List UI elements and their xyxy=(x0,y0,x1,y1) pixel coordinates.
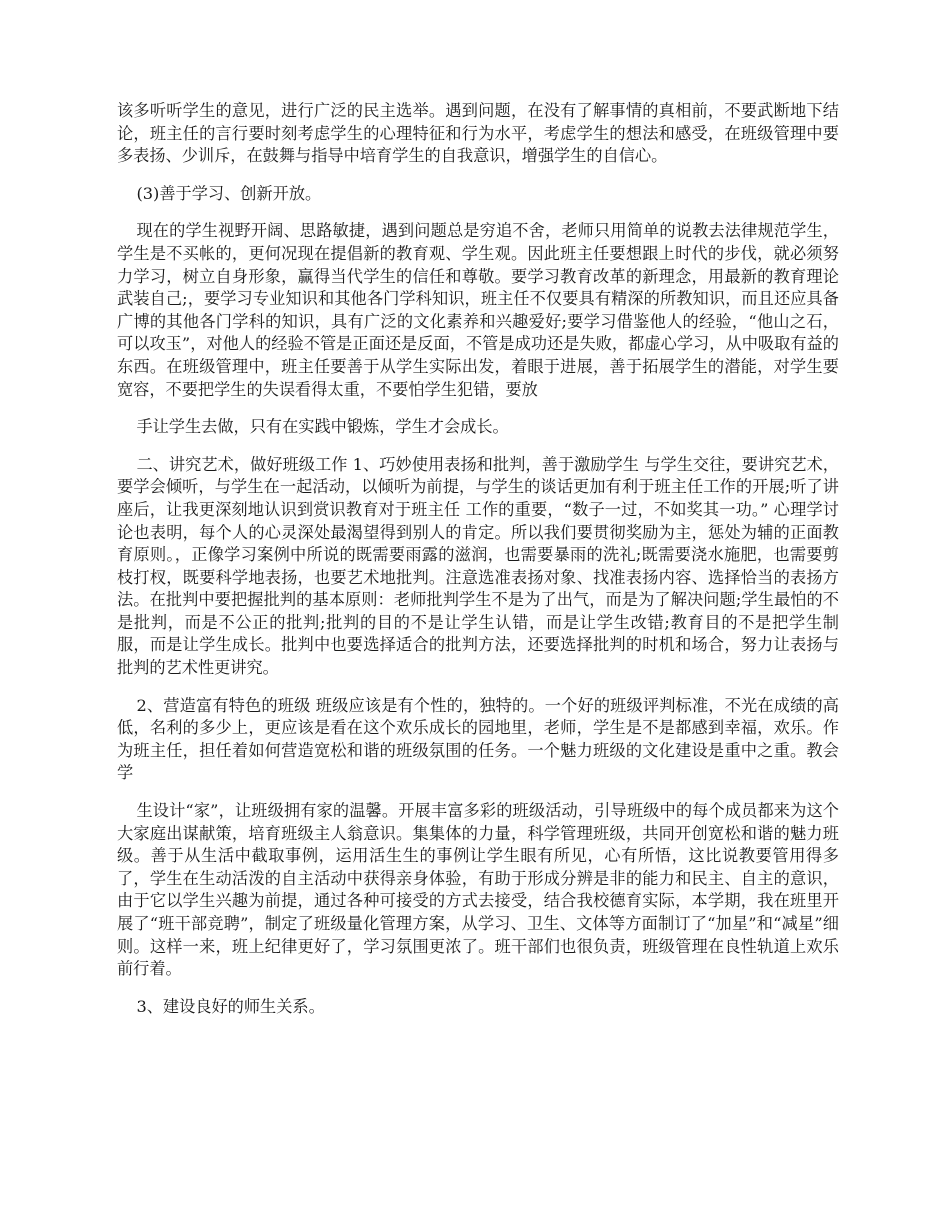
paragraph-modern-students: 现在的学生视野开阔、思路敏捷，遇到问题总是穷追不舍，老师只用简单的说教去法律规范学生，学生是不买帐的，更何况现在提倡新的教育观、学生观。因此班主任要想跟上时代的步伐，就必须努力学习，树立自身形象，赢得当代学生的信任和尊敬。要学习教育改革的新理念，用最新的教育理论武装自己;，要学习专业知识和其他各门学科知识，班主任不仅要具有精深的所教知识，而且还应具备广博的其他各门学科的知识，具有广泛的文化素养和兴趣爱好;要学习借鉴他人的经验，“他山之石，可以攻玉”，对他人的经验不管是正面还是反面，不管是成功还是失败，都虚心学习，从中吸取有益的东西。在班级管理中，班主任要善于从学生实际出发，着眼于进展，善于拓展学生的潜能，对学生要宽容，不要把学生的失误看得太重，不要怕学生犯错，要放 xyxy=(117,221,839,399)
paragraph-let-students-practice: 手让学生去做，只有在实践中锻炼，学生才会成长。 xyxy=(136,417,509,437)
paragraph-heading-teacher-student-relations: 3、建设良好的师生关系。 xyxy=(136,996,325,1016)
document-page xyxy=(117,100,839,1033)
paragraph-praise-and-criticism: 二、讲究艺术，做好班级工作 1、巧妙使用表扬和批判，善于激励学生 与学生交往，要讲究艺术，要学会倾听，与学生在一起活动，以倾听为前提，与学生的谈话更加有利于班主任工作的开展;听了讲座后，让我更深刻地认识到赏识教育对于班主任 工作的重要，“数子一过，不如奖其一功。” 心理学讨论也表明，每个人的心灵深处最渴望得到别人的肯定。所以我们要贯彻奖励为主，惩处为辅的正面教育原则。，正像学习案例中所说的既需要雨露的滋润，也需要暴雨的洗礼;既需要浇水施肥，也需要剪枝打杈，既要科学地表扬，也要艺术地批判。注意选准表扬对象、找准表扬内容、选择恰当的表扬方法。在批判中要把握批判的基本原则：老师批判学生不是为了出气，而是为了解决问题;学生最怕的不是批判，而是不公正的批判;批判的目的不是让学生认错，而是让学生改错;教育目的不是把学生制服，而是让学生成长。批判中也要选择适合的批判方法，还要选择批判的时机和场合，努力让表扬与批判的艺术性更讲究。 xyxy=(117,454,839,678)
paragraph-student-opinions: 该多听听学生的意见，进行广泛的民主选举。遇到问题，在没有了解事情的真相前，不要武断地下结论，班主任的言行要时刻考虑学生的心理特征和行为水平，考虑学生的想法和感受，在班级管理中要多表扬、少训斥，在鼓舞与指导中培育学生的自我意识，增强学生的自信心。 xyxy=(117,101,839,166)
paragraph-heading-learning-innovation: (3)善于学习、创新开放。 xyxy=(136,183,322,203)
paragraph-class-as-home: 生设计“家”，让班级拥有家的温馨。开展丰富多彩的班级活动，引导班级中的每个成员都来为这个大家庭出谋献策，培育班级主人翁意识。集集体的力量，科学管理班级，共同开创宽松和谐的魅力班级。善于从生活中截取事例，运用活生生的事例让学生眼有所见，心有所悟，这比说教要管用得多了，学生在生动活泼的自主活动中获得亲身体验，有助于形成分辨是非的能力和民主、自主的意识，由于它以学生兴趣为前提，通过各种可接受的方式去接受，结合我校德育实际，本学期，我在班里开展了“班干部竞聘”，制定了班级量化管理方案，从学习、卫生、文体等方面制订了“加星”和“减星”细则。这样一来，班上纪律更好了，学习氛围更浓了。班干部们也很负责，班级管理在良性轨道上欢乐前行着。 xyxy=(117,801,839,979)
paragraph-distinctive-class: 2、营造富有特色的班级 班级应该是有个性的，独特的。一个好的班级评判标准，不光在成绩的高低，名利的多少上，更应该是看在这个欢乐成长的园地里，老师，学生是不是都感到幸福，欢乐。作为班主任，担任着如何营造宽松和谐的班级氛围的任务。一个魅力班级的文化建设是重中之重。教会学 xyxy=(117,695,839,783)
